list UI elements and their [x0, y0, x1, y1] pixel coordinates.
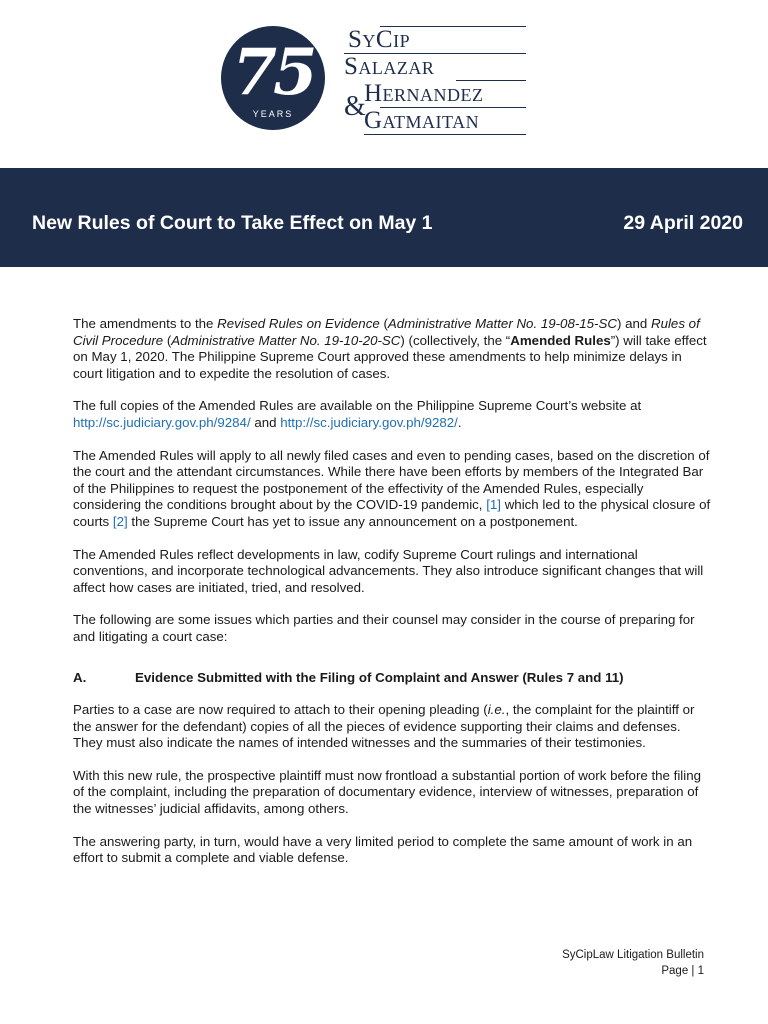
footnote-ref-2[interactable]: [2] — [112, 513, 128, 529]
text-italic: Administrative Matter No. 19-08-15-SC — [387, 316, 617, 331]
firm-name-line-1: SyCip — [348, 26, 411, 53]
text: ( — [163, 332, 172, 348]
text: the Supreme Court has yet to issue any announcement on a postponement. — [127, 513, 578, 529]
badge-label: YEARS — [252, 109, 294, 119]
text: ) and — [616, 316, 651, 331]
firm-wordmark — [344, 24, 526, 136]
bulletin-name: SyCipLaw Litigation Bulletin — [562, 949, 704, 961]
text: The full copies of the Amended Rules are available on the Philippine Supreme Court’s website at — [73, 398, 642, 414]
firm-ampersand: & — [344, 91, 366, 122]
text: , the complaint for the plaintiff or the answer for the defendant) copies of all the pieces of evidence supporting their claims and defenses. They must also indicate the names of intended witnesses and the summaries of their testimonies. — [73, 702, 695, 751]
article-body — [73, 316, 713, 883]
text: . — [457, 414, 462, 430]
firm-name-line-3: Hernandez — [364, 80, 484, 107]
footnote-ref-1[interactable]: [1] — [486, 497, 501, 513]
badge-number: 75 — [232, 35, 314, 110]
paragraph-8: The answering party, in turn, would have a very limited period to complete the same amount of work in an effort to submit a complete and viable defense. — [73, 833, 693, 866]
text-italic: Rules of Civil Procedure — [73, 316, 700, 348]
paragraph-5: The following are some issues which parties and their counsel may consider in the course of preparing for and litigating a court case: — [73, 612, 695, 644]
section-title: Evidence Submitted with the Filing of Complaint and Answer (Rules 7 and 11) — [135, 669, 624, 685]
section-heading-a — [73, 670, 713, 687]
title-banner — [0, 168, 768, 267]
paragraph-1 — [73, 316, 713, 382]
header-logo-area — [0, 0, 768, 168]
text: The amendments to the — [73, 316, 218, 331]
text: ”) will take effect on May 1, 2020. The Philippine Supreme Court approved these amendments to help minimize delays in court litigation and to expedite the resolution of cases. — [73, 332, 707, 381]
firm-name-line-2: Salazar — [344, 53, 435, 80]
text: Parties to a case are now required to attach to their opening pleading ( — [73, 702, 488, 718]
text: and — [250, 414, 281, 430]
text: which led to the physical closure of courts — [73, 497, 711, 529]
link-evidence-rules[interactable]: http://sc.judiciary.gov.ph/9284/ — [73, 414, 251, 430]
paragraph-3 — [73, 448, 713, 531]
page-footer — [562, 947, 704, 979]
text-bold: Amended Rules — [510, 332, 611, 348]
text: The Amended Rules will apply to all newly filed cases and even to pending cases, based on the discretion of the court and the attendant circumstances. While there have been efforts by members of the Integrated Bar of the Philippines to request the postponement of the effectivity of the Amended Rules, especially considering the conditions brought about by the COVID-19 pandemic, — [73, 447, 710, 513]
firm-name-line-4: Gatmaitan — [364, 107, 480, 134]
section-letter: A. — [73, 669, 87, 685]
paragraph-7: With this new rule, the prospective plaintiff must now frontload a substantial portion of work before the filing of the complaint, including the preparation of documentary evidence, interview of witnesses, preparation of the witnesses’ judicial affidavits, among others. — [73, 767, 701, 817]
page-title: New Rules of Court to Take Effect on May 1 — [32, 212, 433, 234]
link-civil-procedure-rules[interactable]: http://sc.judiciary.gov.ph/9282/ — [280, 414, 458, 430]
text-italic: Revised Rules on Evidence — [217, 316, 380, 331]
page-number: Page | 1 — [661, 965, 704, 977]
publication-date: 29 April 2020 — [623, 212, 743, 234]
paragraph-6 — [73, 702, 713, 752]
paragraph-2 — [73, 398, 713, 431]
text: ) (collectively, the “ — [400, 332, 511, 348]
text: ( — [379, 316, 388, 331]
paragraph-4: The Amended Rules reflect developments in law, codify Supreme Court rulings and international conventions, and incorporate technological advancements. They also introduce significant changes that will affect how cases are initiated, tried, and resolved. — [73, 546, 704, 595]
text-italic: i.e. — [487, 702, 506, 718]
anniversary-badge — [221, 26, 325, 130]
text-italic: Administrative Matter No. 19-10-20-SC — [171, 332, 401, 348]
firm-rule — [364, 134, 526, 135]
